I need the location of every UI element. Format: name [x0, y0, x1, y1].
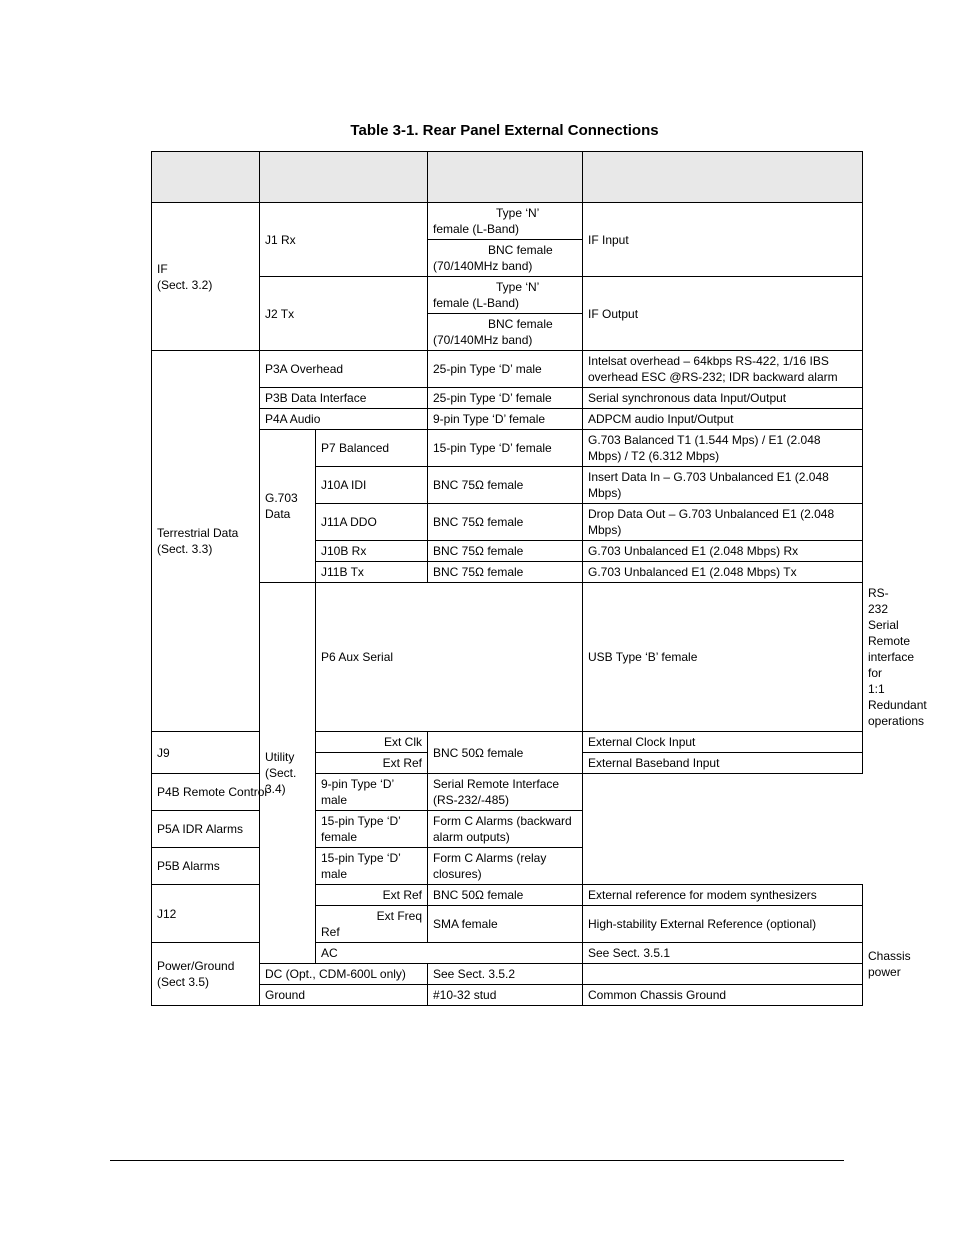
function-cell: Serial Remote Interface (RS-232/-485) [428, 774, 583, 811]
function-cell: High-stability External Reference (optional) [583, 906, 863, 943]
connector-cell: J10B Rx [316, 541, 428, 562]
type-cell: 15-pin Type ‘D’ female [316, 811, 428, 848]
function-cell: External Clock Input [583, 732, 863, 753]
subgroup-label: G.703 [265, 491, 298, 505]
connector-cell: P7 Balanced [316, 430, 428, 467]
table-row [152, 351, 863, 388]
table-row [152, 811, 863, 848]
connector-cell: J2 Tx [260, 277, 428, 351]
connector-cell: AC [316, 943, 583, 964]
connector-cell: J11B Tx [316, 562, 428, 583]
type-cell: 25-pin Type ‘D’ male [428, 351, 583, 388]
connector-cell: P3A Overhead [260, 351, 428, 388]
function-cell: Common Chassis Ground [583, 985, 863, 1006]
table-title: Table 3-1. Rear Panel External Connections [350, 122, 659, 139]
table-row [152, 848, 863, 885]
type-cell: SMA female [428, 906, 583, 943]
group-section: (Sect. 3.4) [265, 766, 297, 796]
table-header-row [152, 152, 863, 203]
function-cell: G.703 Unbalanced E1 (2.048 Mbps) Rx [583, 541, 863, 562]
type-cell: BNC 75Ω female [428, 562, 583, 583]
type-line: Type ‘N’ [496, 206, 540, 220]
connector-cell: Ground [260, 985, 428, 1006]
connector-cell: J1 Rx [260, 203, 428, 277]
subconnector-cell: Ext Ref [316, 885, 428, 906]
connector-cell: J10A IDI [316, 467, 428, 504]
type-cell [428, 277, 583, 314]
type-cell: USB Type ‘B’ female [583, 583, 863, 732]
function-cell: Form C Alarms (relay closures) [428, 848, 583, 885]
type-cell: 15-pin Type ‘D’ male [316, 848, 428, 885]
group-label: Utility [265, 750, 295, 764]
type-line: BNC female [488, 317, 553, 331]
subgroup-cell-g703 [260, 430, 316, 583]
group-section: (Sect. 3.3) [157, 542, 213, 556]
function-cell: External Baseband Input [583, 753, 863, 774]
table-row: Power/Ground (Sect 3.5) AC See Sect. 3.5.1 Chassis power [152, 943, 863, 964]
function-cell: Form C Alarms (backward alarm outputs) [428, 811, 583, 848]
subconnector-cell [316, 906, 428, 943]
connector-cell: P5B Alarms [152, 848, 316, 885]
function-cell: G.703 Unbalanced E1 (2.048 Mbps) Tx [583, 562, 863, 583]
group-cell-power [152, 943, 260, 1006]
function-cell: IF Input [583, 203, 863, 277]
subgroup-label: Data [265, 507, 291, 521]
type-line: (70/140MHz band) [433, 333, 533, 347]
type-cell [428, 314, 583, 351]
group-label: IF [157, 261, 168, 276]
type-line: BNC female [488, 243, 553, 257]
function-cell: Intelsat overhead – 64kbps RS-422, 1/16 IBS overhead ESC @RS-232; IDR backward alarm [583, 351, 863, 388]
connector-cell: J12 [152, 885, 260, 943]
table-row [152, 732, 863, 753]
header-cell [260, 152, 428, 203]
type-cell [428, 203, 583, 240]
header-cell [152, 152, 260, 203]
subconnector-line: Ext Freq [376, 909, 422, 923]
function-cell: Drop Data Out – G.703 Unbalanced E1 (2.048 Mbps) [583, 504, 863, 541]
group-section: (Sect. 3.2) [157, 277, 213, 292]
table-row [152, 203, 863, 240]
type-cell: BNC 75Ω female [428, 467, 583, 504]
group-section: (Sect 3.5) [157, 975, 210, 989]
type-cell: See Sect. 3.5.2 [428, 964, 583, 985]
connector-cell: DC (Opt., CDM-600L only) [260, 964, 428, 985]
table-row: Utility (Sect. 3.4) P6 Aux Serial USB Type ‘B’ female RS-232 Serial Remote interface for 1:1 Redundant operations [152, 583, 863, 732]
footer-rule [110, 1160, 844, 1161]
function-cell: IF Output [583, 277, 863, 351]
type-cell: See Sect. 3.5.1 [583, 943, 863, 964]
type-cell: 9-pin Type ‘D’ female [428, 409, 583, 430]
table-row [152, 885, 863, 906]
connector-cell: P6 Aux Serial [316, 583, 583, 732]
function-cell: Insert Data In – G.703 Unbalanced E1 (2.048 Mbps) [583, 467, 863, 504]
rear-panel-connections-table [151, 151, 927, 1006]
type-cell: BNC 50Ω female [428, 732, 583, 774]
type-cell: BNC 50Ω female [428, 885, 583, 906]
type-cell: BNC 75Ω female [428, 541, 583, 562]
type-cell: #10-32 stud [428, 985, 583, 1006]
header-cell [583, 152, 863, 203]
function-cell: ADPCM audio Input/Output [583, 409, 863, 430]
type-cell: 15-pin Type ‘D’ female [428, 430, 583, 467]
type-cell: 9-pin Type ‘D’ male [316, 774, 428, 811]
group-label: Power/Ground [157, 959, 235, 973]
type-line: female (L-Band) [433, 222, 520, 236]
group-label: Terrestrial Data [157, 526, 239, 540]
type-line: Type ‘N’ [496, 280, 540, 294]
type-cell: 25-pin Type ‘D’ female [428, 388, 583, 409]
function-cell: G.703 Balanced T1 (1.544 Mps) / E1 (2.048 Mbps) / T2 (6.312 Mbps) [583, 430, 863, 467]
connector-cell: P4A Audio [260, 409, 428, 430]
header-cell [428, 152, 583, 203]
group-cell-if [152, 203, 260, 351]
connector-cell: J11A DDO [316, 504, 428, 541]
type-line: (70/140MHz band) [433, 259, 533, 273]
connector-cell: P5A IDR Alarms [152, 811, 316, 848]
function-cell: Serial synchronous data Input/Output [583, 388, 863, 409]
type-cell [428, 240, 583, 277]
subconnector-cell: Ext Clk [316, 732, 428, 753]
function-cell: External reference for modem synthesizers [583, 885, 863, 906]
type-cell: BNC 75Ω female [428, 504, 583, 541]
connector-cell: P3B Data Interface [260, 388, 428, 409]
connector-cell: P4B Remote Control [152, 774, 316, 811]
group-cell-terrestrial [152, 351, 260, 732]
connector-cell: J9 [152, 732, 260, 774]
type-line: female (L-Band) [433, 296, 520, 310]
subconnector-line: Ref [321, 925, 340, 939]
subconnector-cell: Ext Ref [316, 753, 428, 774]
table-row [152, 774, 863, 811]
